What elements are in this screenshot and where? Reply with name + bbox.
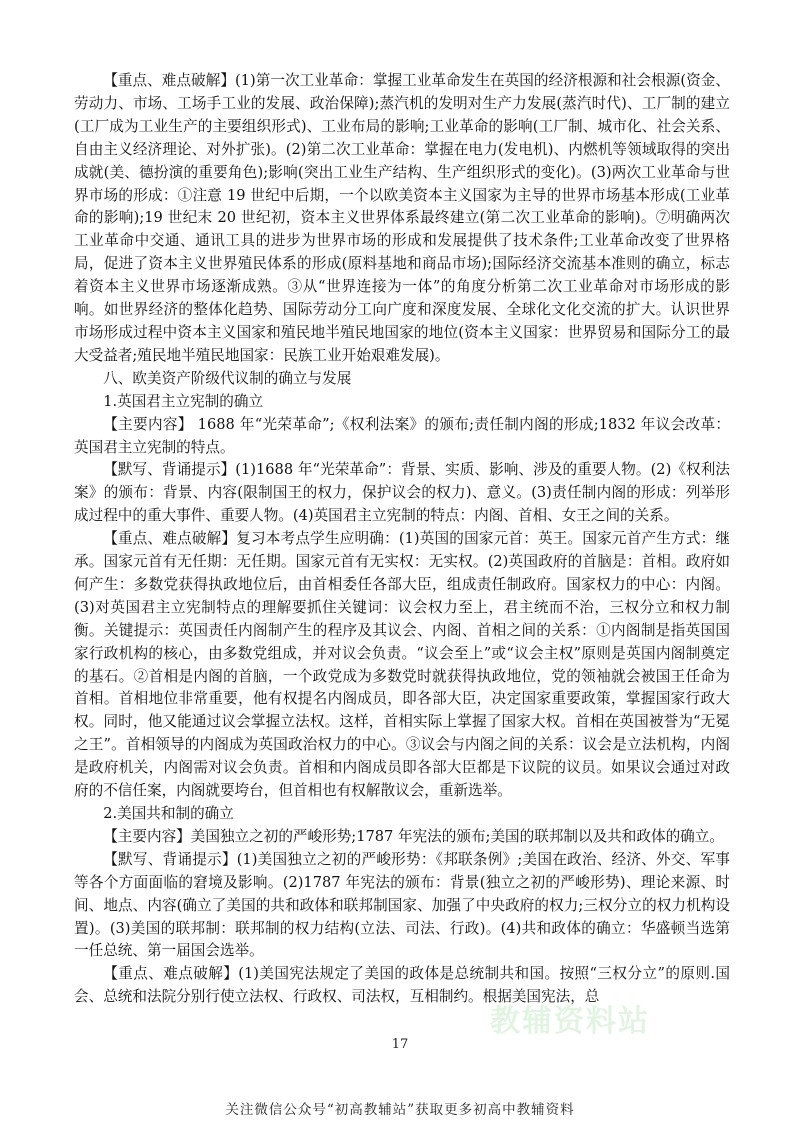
paragraph-recitation-tips-uk: 【默写、背诵提示】(1)1688 年“光荣革命”：背景、实质、影响、涉及的重要人物。(2)《权利法案》的颁布：背景、内容(限制国王的权力，保护议会的权力)、意义。(3)责任制内阁的形成：列举形成过程中的重大事件、重要人物。(4)英国君主立宪制的特点：内阁、首相、女王之间的关系。 xyxy=(74,461,730,525)
paragraph-main-content-us: 【主要内容】美国独立之初的严峻形势;1787 年宪法的颁布;美国的联邦制以及共和政体的确立。 xyxy=(103,827,724,845)
paragraph-key-points-industrial-revolution: 【重点、难点破解】(1)第一次工业革命：掌握工业革命发生在英国的经济根源和社会根源(资金、劳动力、市场、工场手工业的发展、政治保障);蒸汽机的发明对生产力发展(蒸汽时代)、工厂制的建立(工厂成为工业生产的主要组织形式)、工业布局的影响;工业革命的影响(工厂制、城市化、社会关系、自由主义经济理论、对外扩张)。(2)第二次工业革命：掌握在电力(发电机)、内燃机等领域取得的突出成就(美、德扮演的重要角色);影响(突出工业生产结构、生产组织形式的变化)。(3)两次工业革命与世界市场的形成：①注意 19 世纪中后期，一个以欧美资本主义国家为主导的世界市场基本形成(工业革命的影响);19 世纪末 20 世纪初，资本主义世界体系最终建立(第二次工业革命的影响)。⑦明确两次工业革命中交通、通讯工具的进步为世界市场的形成和发展提供了技术条件;工业革命改变了世界格局，促进了资本主义世界殖民体系的形成(原料基地和商品市场);国际经济交流基本准则的确立，标志着资本主义世界市场逐渐成熟。③从“世界连接为一体”的角度分析第二次工业革命对市场形成的影响。如世界经济的整体化趋势、国际劳动分工向广度和深度发展、全球化文化交流的扩大。认识世界市场形成过程中资本主义国家和殖民地半殖民地国家的地位(资本主义国家：世界贸易和国际分工的最大受益者;殖民地半殖民地国家：民族工业开始艰难发展)。 xyxy=(74,72,730,364)
footer-note: 关注微信公众号“初高教辅站”获取更多初高中教辅资料 xyxy=(225,1102,575,1118)
paragraph-main-content-uk: 【主要内容】 1688 年“光荣革命”;《权利法案》的颁布;责任制内阁的形成;1832 年议会改革：英国君主立宪制的特点。 xyxy=(74,415,730,456)
document-body xyxy=(74,70,730,1009)
paragraph-key-points-us: 【重点、难点破解】(1)美国宪法规定了美国的政体是总统制共和国。按照“三权分立”的原则.国会、总统和法院分别行使立法权、行政权、司法权，互相制约。根据美国宪法，总 xyxy=(74,965,730,1006)
subsection-heading-us-republic: 2.美国共和制的确立 xyxy=(103,805,234,822)
page-number: 17 xyxy=(391,1037,409,1052)
subsection-heading-uk-constitutional-monarchy: 1.英国君主立宪制的确立 xyxy=(103,392,264,410)
section-heading-chapter-8: 八、欧美资产阶级代议制的确立与发展 xyxy=(103,369,352,387)
watermark-logo: 教辅资料站 xyxy=(490,1004,650,1039)
paragraph-recitation-tips-us: 【默写、背诵提示】(1)美国独立之初的严峻形势：《邦联条例》;美国在政治、经济、外交、军事等各个方面面临的窘境及影响。(2)1787 年宪法的颁布：背景(独立之初的严峻形势)、理论来源、时间、地点、内容(确立了美国的共和政体和联邦制国家、加强了中央政府的权力;三权分立的权力机构设置)。(3)美国的联邦制：联邦制的权力结构(立法、司法、行政)。(4)共和政体的确立：华盛顿当选第一任总统、第一届国会选举。 xyxy=(74,850,730,960)
paragraph-key-points-uk: 【重点、难点破解】复习本考点学生应明确：(1)英国的国家元首：英王。国家元首产生方式：继承。国家元首有无任期：无任期。国家元首有无实权：无实权。(2)英国政府的首脑是：首相。政府如何产生：多数党获得执政地位后，由首相委任各部大臣，组成责任制政府。国家权力的中心：内阁。(3)对英国君主立宪制特点的理解要抓住关键词：议会权力至上，君主统而不治，三权分立和权力制衡。关键提示：英国责任内阁制产生的程序及其议会、内阁、首相之间的关系：①内阁制是指英国国家行政机构的核心，由多数党组成，并对议会负责。“议会至上”或“议会主权”原则是英国内阁制奠定的基石。②首相是内阁的首脑，一个政党成为多数党时就获得执政地位，党的领袖就会被国王任命为首相。首相地位非常重要，他有权提名内阁成员，即各部大臣，决定国家重要政策，掌握国家行政大权。同时，他又能通过议会掌握立法权。这样，首相实际上掌握了国家大权。首相在英国被誉为“无冕之王”。首相领导的内阁成为英国政治权力的中心。③议会与内阁之间的关系：议会是立法机构，内阁是政府机关，内阁需对议会负责。首相和内阁成员即各部大臣都是下议院的议员。如果议会通过对政府的不信任案，内阁就要垮台，但首相也有权解散议会，重新选举。 xyxy=(74,530,730,800)
